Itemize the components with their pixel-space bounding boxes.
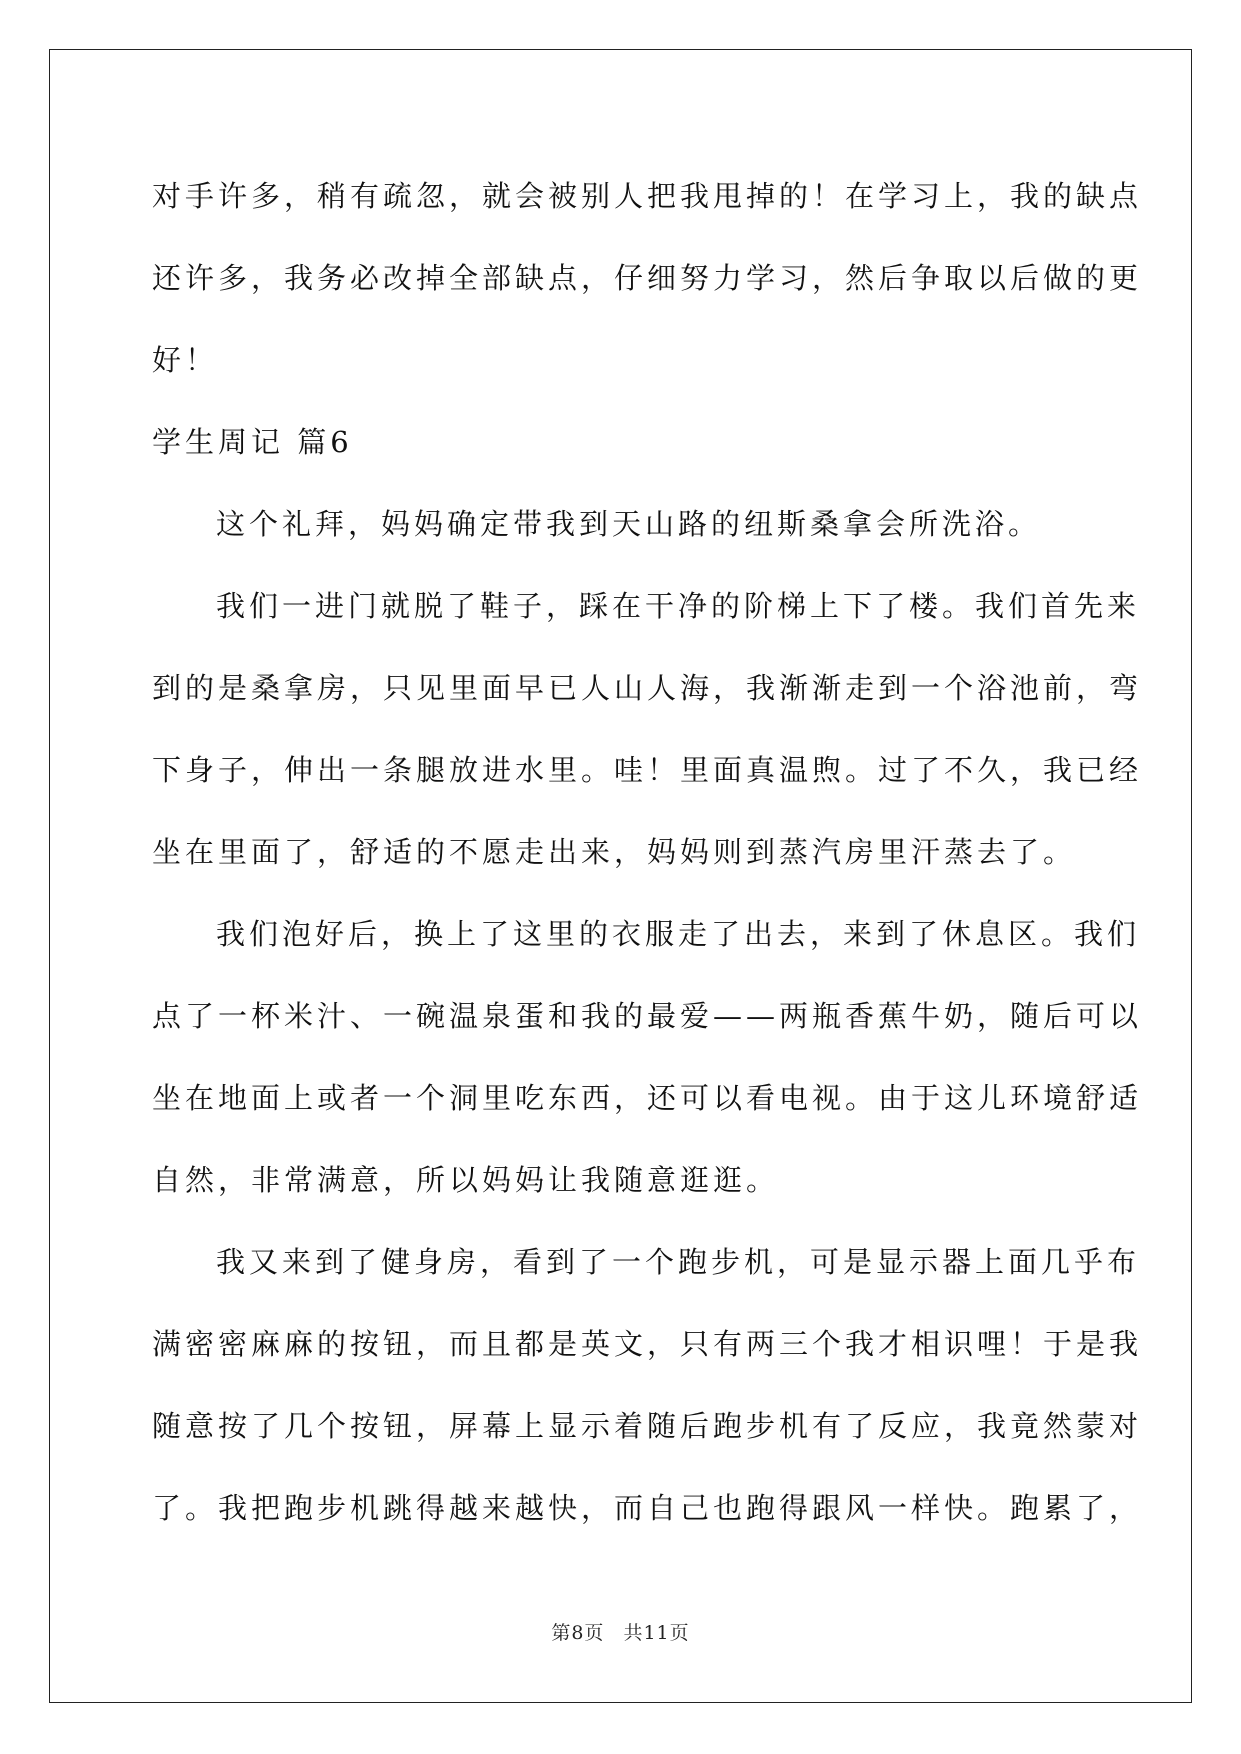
text-line: 好！ <box>152 343 219 377</box>
page-number: 第8页 <box>551 1622 605 1644</box>
paragraph-start: 我们一进门就脱了鞋子，踩在干净的阶梯上下了楼。我们首先来 <box>216 589 1141 623</box>
page-footer <box>0 1618 1241 1645</box>
text-line: 了。我把跑步机跳得越来越快，而自己也跑得跟风一样快。跑累了， <box>152 1491 1143 1525</box>
text-line: 到的是桑拿房，只见里面早已人山人海，我渐渐走到一个浴池前，弯 <box>152 671 1143 705</box>
section-heading: 学生周记 篇6 <box>152 425 353 459</box>
paragraph-start: 我又来到了健身房，看到了一个跑步机，可是显示器上面几乎布 <box>216 1245 1141 1279</box>
text-line: 随意按了几个按钮，屏幕上显示着随后跑步机有了反应，我竟然蒙对 <box>152 1409 1143 1443</box>
text-line: 坐在地面上或者一个洞里吃东西，还可以看电视。由于这儿环境舒适 <box>152 1081 1143 1115</box>
text-line: 自然，非常满意，所以妈妈让我随意逛逛。 <box>152 1163 780 1197</box>
text-line: 点了一杯米汁、一碗温泉蛋和我的最爱——两瓶香蕉牛奶，随后可以 <box>152 999 1143 1033</box>
paragraph-start: 这个礼拜，妈妈确定带我到天山路的纽斯桑拿会所洗浴。 <box>216 507 1042 541</box>
text-line: 坐在里面了，舒适的不愿走出来，妈妈则到蒸汽房里汗蒸去了。 <box>152 835 1077 869</box>
page-total: 共11页 <box>623 1622 690 1644</box>
document-body <box>152 155 1143 1549</box>
text-line: 还许多，我务必改掉全部缺点，仔细努力学习，然后争取以后做的更 <box>152 261 1143 295</box>
paragraph-start: 我们泡好后，换上了这里的衣服走了出去，来到了休息区。我们 <box>216 917 1141 951</box>
text-line: 满密密麻麻的按钮，而且都是英文，只有两三个我才相识哩！于是我 <box>152 1327 1143 1361</box>
text-line: 下身子，伸出一条腿放进水里。哇！里面真温煦。过了不久，我已经 <box>152 753 1143 787</box>
text-line: 对手许多，稍有疏忽，就会被别人把我甩掉的！在学习上，我的缺点 <box>152 179 1143 213</box>
